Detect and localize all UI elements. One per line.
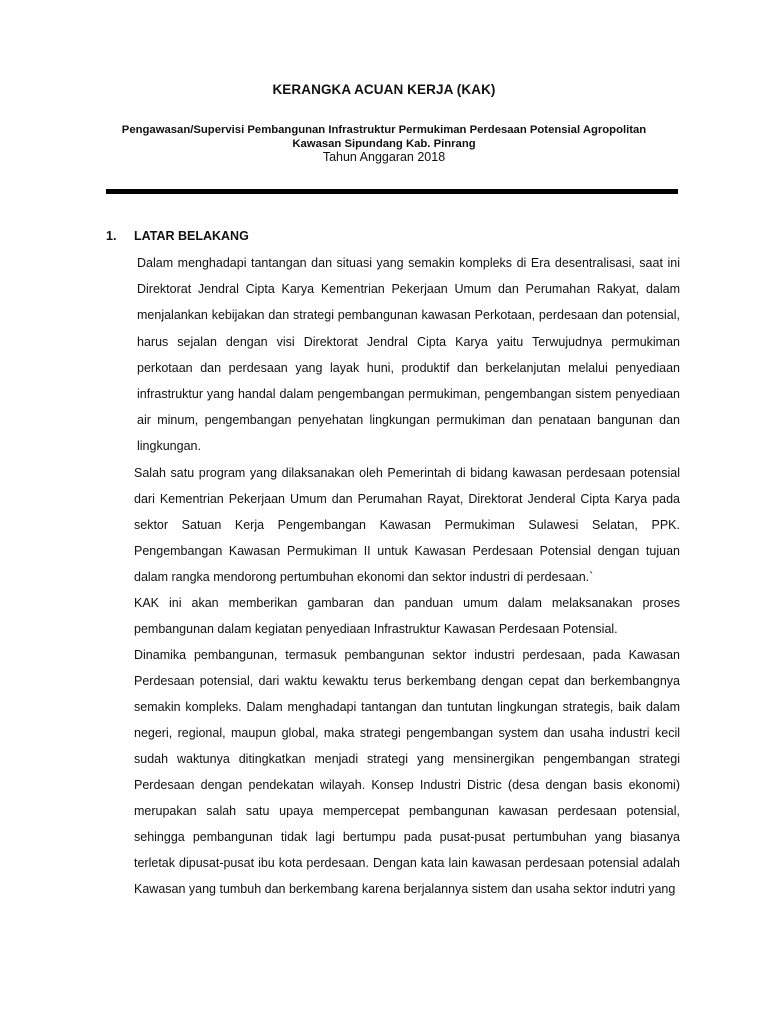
paragraph: KAK ini akan memberikan gambaran dan panduan umum dalam melaksanakan proses pembangunan dalam kegiatan penyediaan Infrastruktur Kawasan Perdesaan Potensial. — [134, 595, 680, 636]
paragraph: Dinamika pembangunan, termasuk pembangunan sektor industri perdesaan, pada Kawasan Perdesaan potensial, dari waktu kewaktu terus berkembang dengan cepat dan berkembangnya semakin kompleks. Dalam menghadapi tantangan dan tuntutan lingkungan strategis, baik dalam negeri, regional, maupun global, maka strategi pengembangan system dan usaha industri kecil sudah waktunya ditingkatkan menjadi strategi yang mensinergikan pengembangan strategi Perdesaan dengan pendekatan wilayah. Konsep Industri Distric (desa dengan basis ekonomi) merupakan salah satu upaya mempercepat pembangunan kawasan perdesaan potensial, sehingga pembangunan tidak lagi bertumpu pada pusat-pusat pertumbuhan yang biasanya terletak dipusat-pusat ibu kota perdesaan. Dengan kata lain kawasan perdesaan potensial adalah Kawasan yang tumbuh dan berkembang karena berjalannya sistem dan usaha sektor indutri yang — [134, 647, 680, 896]
section-heading: LATAR BELAKANG — [134, 229, 249, 243]
section-body — [134, 250, 680, 902]
header-divider — [106, 189, 678, 194]
fiscal-year: Tahun Anggaran 2018 — [322, 150, 446, 164]
document-title: KERANGKA ACUAN KERJA (KAK) — [272, 82, 496, 97]
section-number: 1. — [106, 229, 117, 243]
document-subtitle: Pengawasan/Supervisi Pembangunan Infrastruktur Permukiman Perdesaan Potensial Agropolitan Kawasan Sipundang Kab. Pinrang — [121, 124, 647, 150]
paragraph: Salah satu program yang dilaksanakan oleh Pemerintah di bidang kawasan perdesaan potensial dari Kementrian Pekerjaan Umum dan Perumahan Rayat, Direktorat Jenderal Cipta Karya pada sektor Satuan Kerja Pengembangan Kawasan Permukiman Sulawesi Selatan, PPK. Pengembangan Kawasan Permukiman II untuk Kawasan Perdesaan Potensial dengan tujuan dalam rangka mendorong pertumbuhan ekonomi dan sektor industri di perdesaan.` — [134, 465, 680, 584]
paragraph: Dalam menghadapi tantangan dan situasi yang semakin kompleks di Era desentralisasi, saat ini Direktorat Jendral Cipta Karya Kementrian Pekerjaan Umum dan Perumahan Rakyat, dalam menjalankan kebijakan dan strategi pembangunan kawasan Perkotaan, perdesaan dan potensial, harus sejalan dengan visi Direktorat Jendral Cipta Karya yaitu Terwujudnya permukiman perkotaan dan perdesaan yang layak huni, produktif dan berkelanjutan melalui penyediaan infrastruktur yang handal dalam pengembangan permukiman, pengembangan sistem penyediaan air minum, pengembangan penyehatan lingkungan permukiman dan penataan bangunan dan lingkungan. — [137, 256, 680, 454]
